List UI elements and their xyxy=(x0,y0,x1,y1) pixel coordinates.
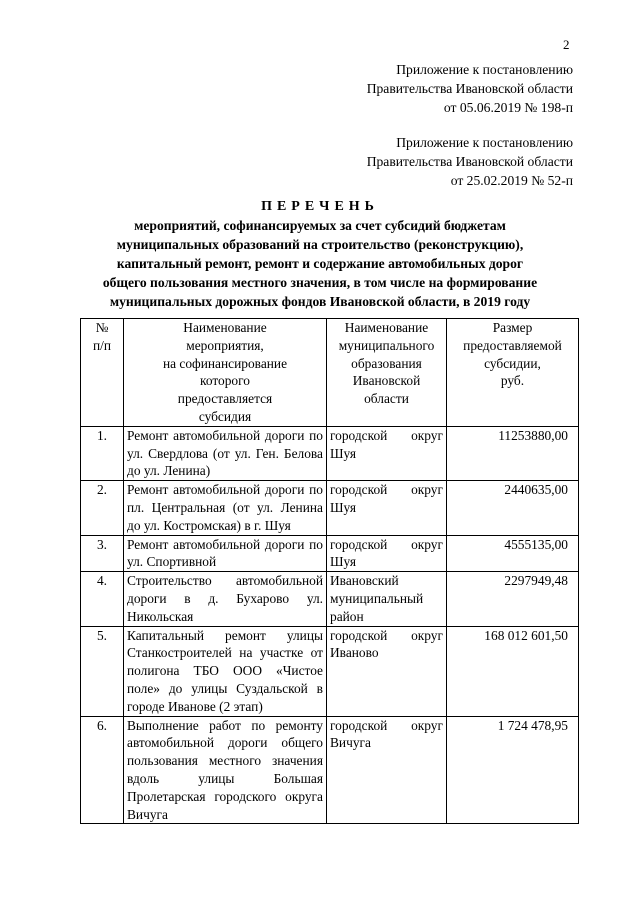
measure-name: Строительство автомобильной дороги в д. Бухарово ул. Никольская xyxy=(124,572,327,626)
appendix-note-2 xyxy=(367,133,573,190)
table-row xyxy=(81,535,579,572)
appendix-1-line-1: Приложение к постановлению xyxy=(396,62,573,77)
header-name: Наименование мероприятия, на софинансирование которого предоставляется субсидия xyxy=(124,319,327,427)
subtitle-line: мероприятий, софинансируемых за счет субсидий бюджетам xyxy=(134,218,506,233)
page-number: 2 xyxy=(563,37,570,52)
subsidy-amount: 2440635,00 xyxy=(447,481,579,535)
row-number: 5. xyxy=(81,626,124,716)
subtitle-line: капитальный ремонт, ремонт и содержание автомобильных дорог xyxy=(116,256,524,271)
measure-name: Ремонт автомобильной дороги по ул. Свердлова (от ул. Ген. Белова до ул. Ленина) xyxy=(124,426,327,480)
header-municipality: Наименование муниципального образования Ивановской области xyxy=(327,319,447,427)
subsidy-amount: 2297949,48 xyxy=(447,572,579,626)
appendix-2-line-1: Приложение к постановлению xyxy=(396,135,573,150)
measures-table xyxy=(80,318,579,824)
subtitle-line: муниципальных образований на строительство (реконструкцию), xyxy=(116,237,524,252)
municipality: городской округ Вичуга xyxy=(327,716,447,824)
appendix-1-line-2: Правительства Ивановской области xyxy=(366,81,573,96)
header-amount: Размер предоставляемой субсидии, руб. xyxy=(447,319,579,427)
table-row xyxy=(81,626,579,716)
municipality: городской округ Шуя xyxy=(327,426,447,480)
table-row xyxy=(81,716,579,824)
measure-name: Капитальный ремонт улицы Станкостроителей на участке от полигона ТБО ООО «Чистое поле» до улицы Суздальской в городе Иванове (2 этап) xyxy=(124,626,327,716)
municipality: городской округ Иваново xyxy=(327,626,447,716)
table-row xyxy=(81,426,579,480)
appendix-2-line-2: Правительства Ивановской области xyxy=(366,154,573,169)
municipality: городской округ Шуя xyxy=(327,535,447,572)
appendix-note-1 xyxy=(367,60,573,117)
row-number: 1. xyxy=(81,426,124,480)
municipality: городской округ Шуя xyxy=(327,481,447,535)
row-number: 2. xyxy=(81,481,124,535)
measure-name: Ремонт автомобильной дороги по ул. Спортивной xyxy=(124,535,327,572)
subsidy-amount: 1 724 478,95 xyxy=(447,716,579,824)
row-number: 4. xyxy=(81,572,124,626)
table-header-row xyxy=(81,319,579,427)
row-number: 6. xyxy=(81,716,124,824)
appendix-2-line-3: от 25.02.2019 № 52-п xyxy=(450,173,573,188)
table-row xyxy=(81,481,579,535)
subsidy-amount: 4555135,00 xyxy=(447,535,579,572)
row-number: 3. xyxy=(81,535,124,572)
document-subtitle xyxy=(70,216,570,311)
municipality: Ивановский муниципальный район xyxy=(327,572,447,626)
subtitle-line: муниципальных дорожных фондов Ивановской области, в 2019 году xyxy=(109,294,531,309)
subsidy-amount: 168 012 601,50 xyxy=(447,626,579,716)
appendix-1-line-3: от 05.06.2019 № 198-п xyxy=(443,100,573,115)
document-title: ПЕРЕЧЕНЬ xyxy=(261,199,379,214)
subtitle-line: общего пользования местного значения, в том числе на формирование xyxy=(102,275,538,290)
measure-name: Ремонт автомобильной дороги по пл. Центральная (от ул. Ленина до ул. Костромская) в г. Шуя xyxy=(124,481,327,535)
header-num: № п/п xyxy=(81,319,124,427)
table-row xyxy=(81,572,579,626)
measure-name: Выполнение работ по ремонту автомобильной дороги общего пользования местного значения вдоль улицы Большая Пролетарская городского округа Вичуга xyxy=(124,716,327,824)
subsidy-amount: 11253880,00 xyxy=(447,426,579,480)
